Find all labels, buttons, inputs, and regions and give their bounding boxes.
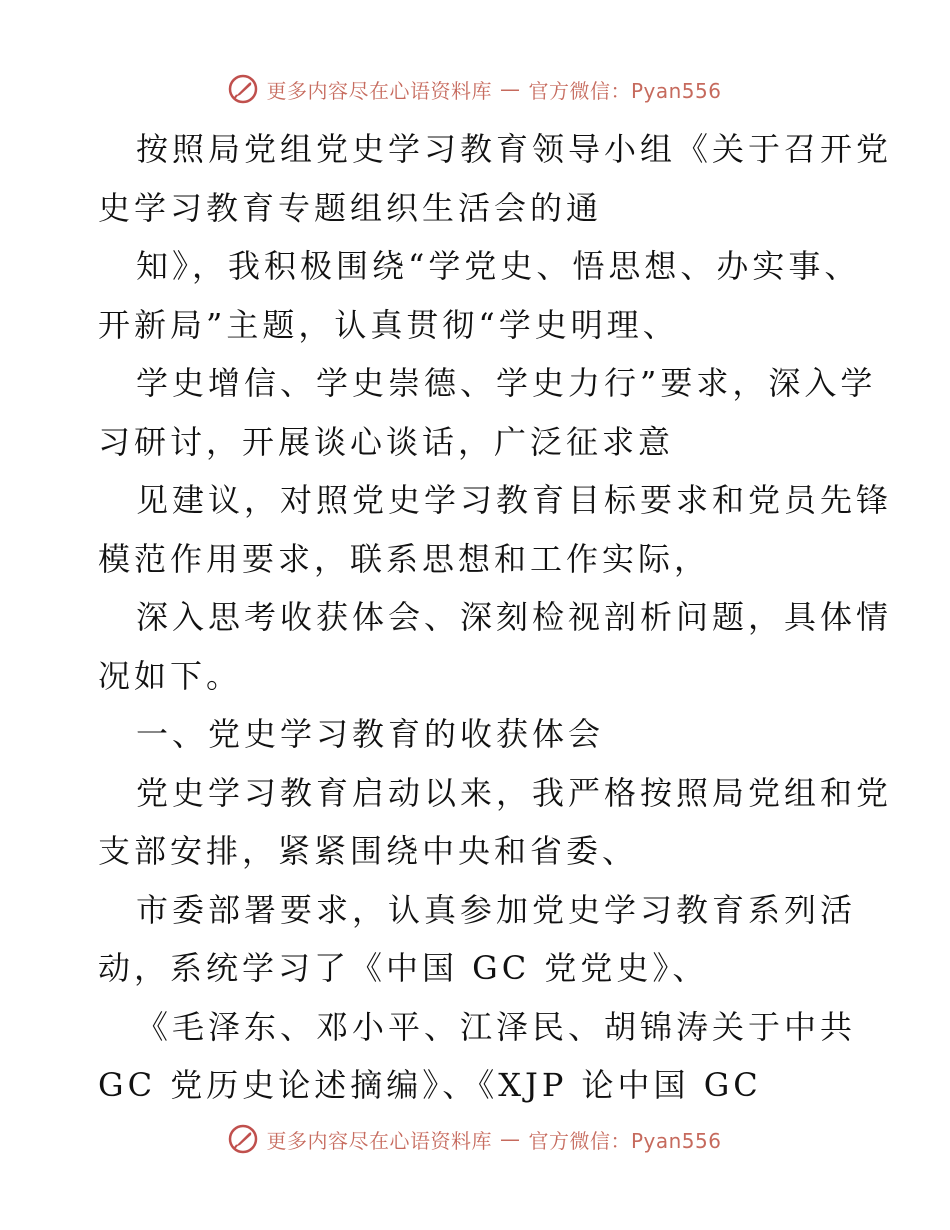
text-line: 学史增信、学史崇德、学史力行”要求，深入学 [136,364,877,402]
watermark-separator: — [499,1127,521,1151]
feather-pen-icon [228,74,258,104]
text-line: 市委部署要求，认真参加党史学习教育系列活 [136,890,857,929]
text-line: 知》，我积极围绕“学党史、悟思想、办实事、 [136,247,861,285]
text-line: 党史学习教育启动以来，我严格按照局党组和党 [136,773,893,812]
section-heading: 一、党史学习教育的收获体会 [136,715,605,753]
document-body [98,120,893,1115]
watermark-text: 更多内容尽在心语资料库 [266,1128,492,1153]
watermark-separator: — [499,77,521,101]
watermark-text: 更多内容尽在心语资料库 [266,78,492,103]
watermark-contact: 官方微信：Pyan556 [528,78,722,103]
watermark-header [0,74,950,104]
text-line: 史学习教育专题组织生活会的通 [98,188,603,227]
text-line: 支部安排，紧紧围绕中央和省委、 [98,832,639,870]
feather-pen-icon [228,1124,258,1154]
text-line: 按照局党组党史学习教育领导小组《关于召开党 [136,130,893,168]
text-line: 动，系统学习了《中国 GC 党党史》、 [98,949,709,987]
text-line: 开新局”主题，认真贯彻“学史明理、 [98,305,679,344]
text-line: 模范作用要求，联系思想和工作实际， [98,539,711,578]
watermark-contact: 官方微信：Pyan556 [528,1128,722,1153]
text-line: 见建议，对照党史学习教育目标要求和党员先锋 [136,481,893,519]
text-line: 深入思考收获体会、深刻检视剖析问题，具体情 [136,598,893,636]
text-line: 习研讨，开展谈心谈话，广泛征求意 [98,422,675,461]
text-line: 况如下。 [98,656,243,695]
text-line: GC 党历史论述摘编》、《XJP 论中国 GC [98,1066,762,1104]
text-line: 《毛泽东、邓小平、江泽民、胡锦涛关于中共 [136,1007,857,1046]
watermark-footer [0,1124,950,1154]
